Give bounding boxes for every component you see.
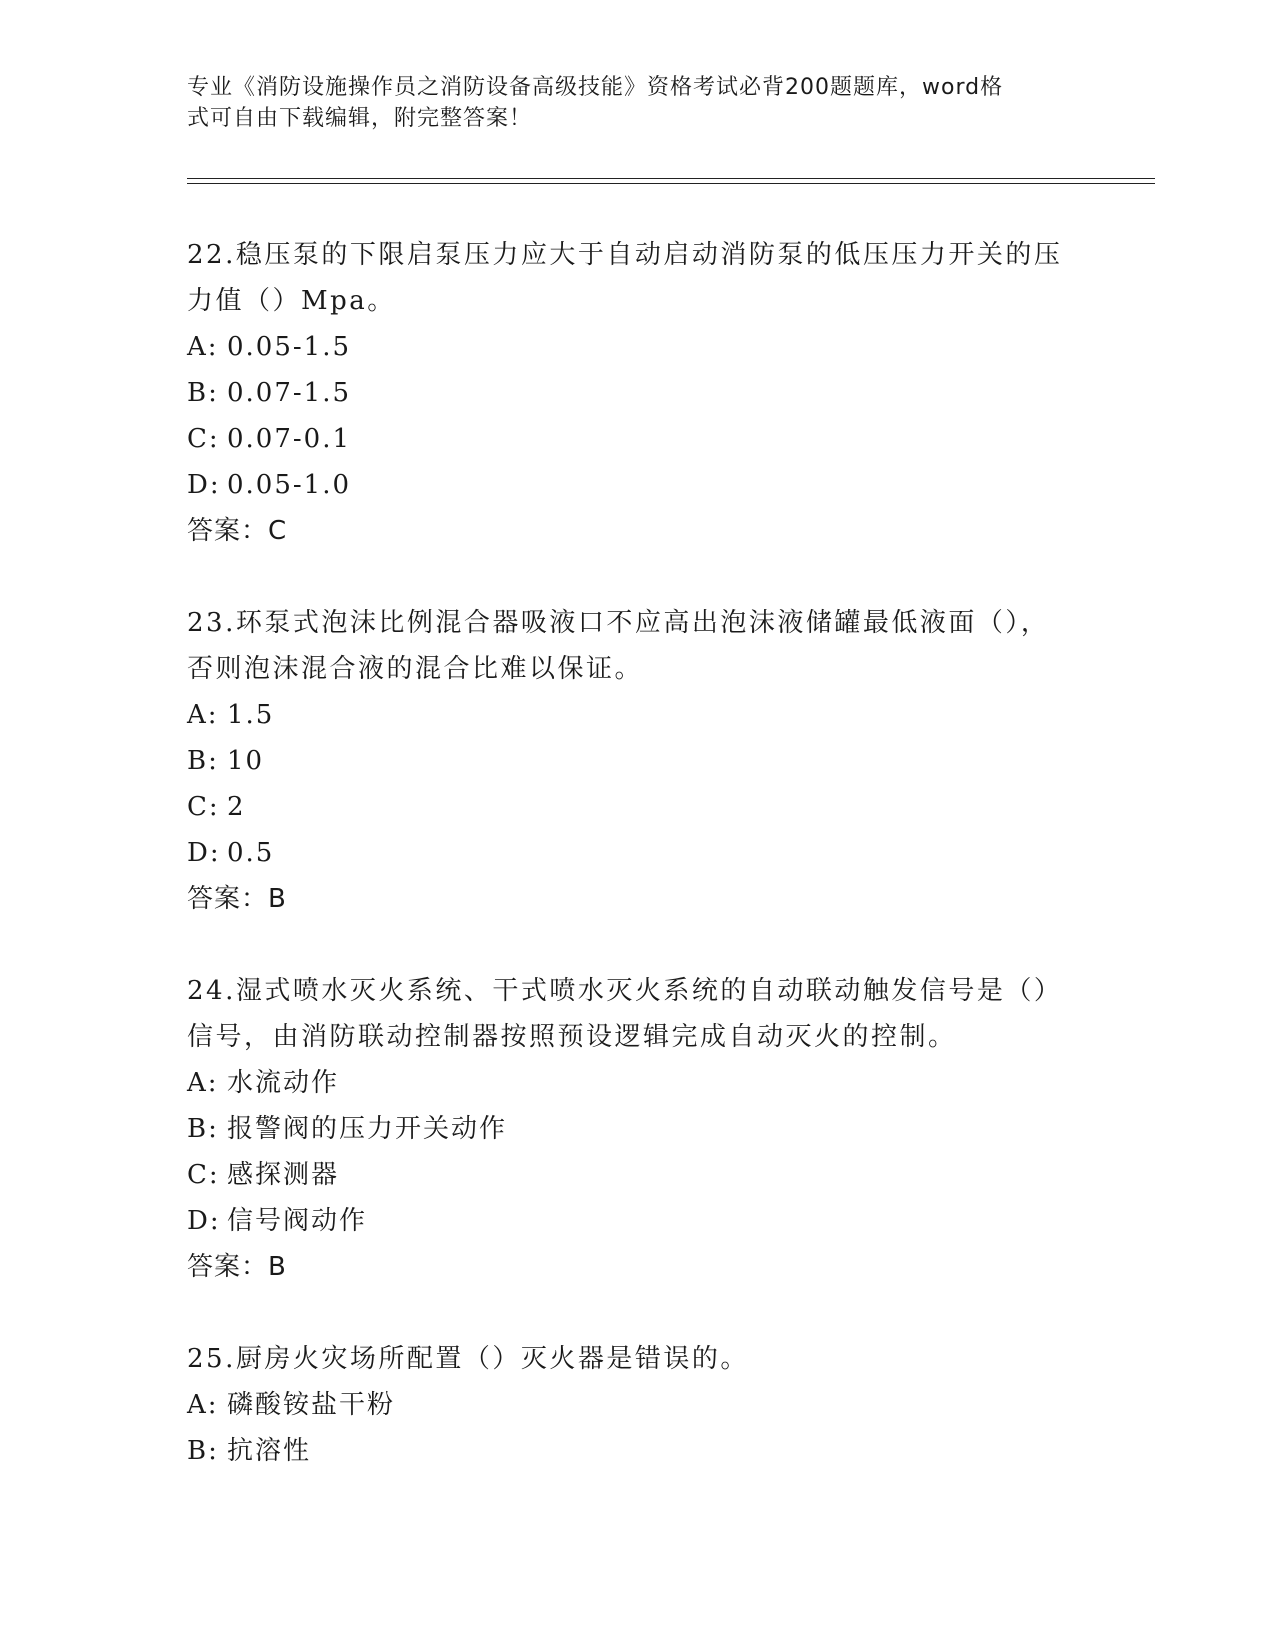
- option-letter: C:: [187, 792, 220, 822]
- option-b: [187, 370, 1087, 416]
- header-line-2: 式可自由下载编辑，附完整答案！: [187, 106, 533, 131]
- option-text: 信号阀动作: [227, 1206, 368, 1236]
- option-a: [187, 1382, 1087, 1428]
- option-text: 0.05-1.5: [227, 332, 352, 362]
- option-a: [187, 324, 1087, 370]
- option-letter: A:: [187, 1068, 219, 1098]
- option-letter: A:: [187, 700, 219, 730]
- option-letter: B:: [187, 1114, 219, 1144]
- option-c: [187, 784, 1087, 830]
- question-text-line-2: 信号，由消防联动控制器按照预设逻辑完成自动灭火的控制。: [187, 1022, 957, 1052]
- question-23: [187, 600, 1087, 922]
- option-c: [187, 416, 1087, 462]
- option-text: 0.07-1.5: [227, 378, 352, 408]
- option-d: [187, 462, 1087, 508]
- option-text: 抗溶性: [227, 1436, 312, 1466]
- option-letter: B:: [187, 746, 219, 776]
- option-text: 2: [227, 792, 246, 822]
- question-text-line-2: 力值（）Mpa。: [187, 286, 396, 316]
- option-letter: C:: [187, 1160, 220, 1190]
- option-text: 磷酸铵盐干粉: [227, 1390, 396, 1420]
- answer-line: 答案：B: [187, 1252, 287, 1282]
- option-text: 0.07-0.1: [227, 424, 352, 454]
- question-text-line-1: 25.厨房火灾场所配置（）灭火器是错误的。: [187, 1344, 749, 1374]
- option-text: 1.5: [227, 700, 275, 730]
- question-25: [187, 1336, 1087, 1474]
- option-text: 报警阀的压力开关动作: [227, 1114, 508, 1144]
- option-letter: A:: [187, 332, 219, 362]
- header-line-1: 专业《消防设施操作员之消防设备高级技能》资格考试必背200题题库，word格: [187, 75, 1004, 100]
- option-text: 水流动作: [227, 1068, 340, 1098]
- option-b: [187, 1428, 1087, 1474]
- option-d: [187, 830, 1087, 876]
- option-text: 感探测器: [227, 1160, 340, 1190]
- answer-line: 答案：C: [187, 516, 288, 546]
- option-letter: A:: [187, 1390, 219, 1420]
- question-text-line-1: 24.湿式喷水灭火系统、干式喷水灭火系统的自动联动触发信号是（）: [187, 976, 1063, 1006]
- option-b: [187, 1106, 1087, 1152]
- answer-line: 答案：B: [187, 884, 287, 914]
- option-letter: D:: [187, 1206, 221, 1236]
- option-text: 0.05-1.0: [227, 470, 352, 500]
- question-22: [187, 232, 1087, 554]
- option-c: [187, 1152, 1087, 1198]
- option-letter: D:: [187, 838, 221, 868]
- option-text: 10: [227, 746, 265, 776]
- option-a: [187, 1060, 1087, 1106]
- option-letter: B:: [187, 1436, 219, 1466]
- document-header: [187, 72, 1067, 134]
- option-d: [187, 1198, 1087, 1244]
- option-b: [187, 738, 1087, 784]
- option-text: 0.5: [227, 838, 275, 868]
- header-divider-bottom: [187, 183, 1155, 184]
- question-text-line-1: 23.环泵式泡沫比例混合器吸液口不应高出泡沫液储罐最低液面（），: [187, 608, 1050, 638]
- option-a: [187, 692, 1087, 738]
- question-text-line-1: 22.稳压泵的下限启泵压力应大于自动启动消防泵的低压压力开关的压: [187, 240, 1063, 270]
- option-letter: B:: [187, 378, 219, 408]
- header-divider-top: [187, 178, 1155, 179]
- question-text-line-2: 否则泡沫混合液的混合比难以保证。: [187, 654, 644, 684]
- option-letter: D:: [187, 470, 221, 500]
- question-24: [187, 968, 1087, 1290]
- option-letter: C:: [187, 424, 220, 454]
